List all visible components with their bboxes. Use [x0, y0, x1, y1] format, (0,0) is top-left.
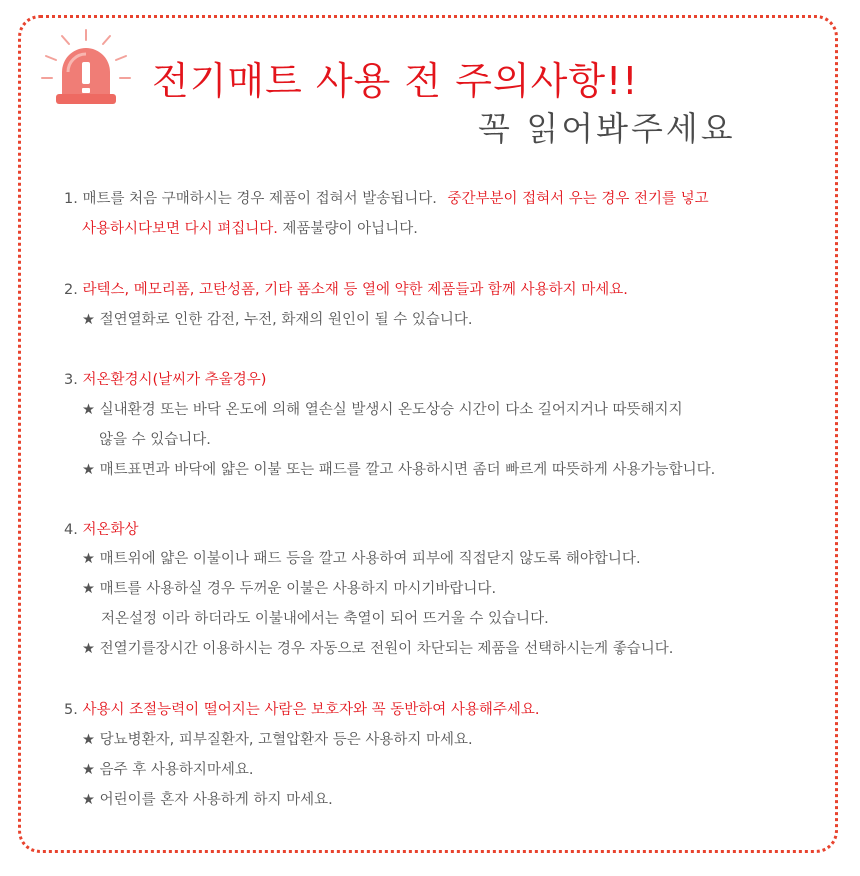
star-icon: ★ [82, 762, 95, 778]
star-icon: ★ [82, 792, 95, 808]
section-3-bullet-2-text: 매트표면과 바닥에 얇은 이불 또는 패드를 깔고 사용하시면 좀더 빠르게 따뜻하게 사용가능합니다. [99, 462, 716, 478]
section-1-text-d: 제품불량이 아닙니다. [282, 221, 418, 237]
section-5-bullet-3-text: 어린이를 혼자 사용하게 하지 마세요. [99, 792, 333, 808]
section-2-heading-text: 라텍스, 메모리폼, 고탄성폼, 기타 폼소재 등 열에 약한 제품들과 함께 사용하지 마세요. [82, 282, 628, 298]
star-icon: ★ [82, 581, 95, 597]
section-3-bullet-1 [82, 400, 683, 420]
star-icon: ★ [82, 402, 95, 418]
section-5-heading-text: 사용시 조절능력이 떨어지는 사람은 보호자와 꼭 동반하여 사용해주세요. [82, 702, 540, 718]
section-5-heading [64, 700, 540, 720]
section-4-heading-text: 저온화상 [82, 522, 139, 538]
section-3-number: 3. [64, 372, 78, 388]
section-1-text-a: 매트를 처음 구매하시는 경우 제품이 접혀서 발송됩니다. [82, 191, 437, 207]
section-5-bullet-3 [82, 790, 333, 810]
section-2-bullet-1-text: 절연열화로 인한 감전, 누전, 화재의 원인이 될 수 있습니다. [99, 312, 473, 328]
section-5-number: 5. [64, 702, 78, 718]
section-4-bullet-3-text: 전열기를장시간 이용하시는 경우 자동으로 전원이 차단되는 제품을 선택하시는게 좋습니다. [99, 641, 674, 657]
section-4-bullet-3 [82, 639, 673, 659]
section-4-bullet-2-continued: 저온설정 이라 하더라도 이불내에서는 축열이 되어 뜨거울 수 있습니다. [101, 611, 549, 627]
section-4-number: 4. [64, 522, 78, 538]
section-2-heading [64, 280, 628, 300]
section-1-text-c: 사용하시다보면 다시 펴집니다. [82, 221, 278, 237]
section-5-bullet-1-text: 당뇨병환자, 피부질환자, 고혈압환자 등은 사용하지 마세요. [99, 732, 473, 748]
star-icon: ★ [82, 732, 95, 748]
section-5-bullet-2 [82, 760, 254, 780]
section-1-line-2 [82, 219, 418, 239]
section-3-heading [64, 370, 266, 390]
section-4-bullet-1-text: 매트위에 얇은 이불이나 패드 등을 깔고 사용하여 피부에 직접닫지 않도록 해야합니다. [99, 551, 641, 567]
section-4-bullet-2-text: 매트를 사용하실 경우 두꺼운 이불은 사용하지 마시기바랍니다. [99, 581, 497, 597]
section-4-bullet-2 [82, 579, 496, 599]
section-2-bullet-1 [82, 310, 472, 330]
section-3-heading-text: 저온환경시(날씨가 추울경우) [82, 372, 267, 388]
page-title: 전기매트 사용 전 주의사항!! [152, 59, 639, 103]
section-4-bullet-1 [82, 549, 641, 569]
section-5-bullet-2-text: 음주 후 사용하지마세요. [99, 762, 254, 778]
section-4-heading [64, 520, 138, 540]
section-1-line-1 [64, 189, 709, 209]
section-3-bullet-2 [82, 460, 715, 480]
section-2-number: 2. [64, 282, 78, 298]
section-1-text-b: 중간부분이 접혀서 우는 경우 전기를 넣고 [447, 191, 709, 207]
section-3-bullet-1-continued: 않을 수 있습니다. [99, 432, 211, 448]
star-icon: ★ [82, 641, 95, 657]
star-icon: ★ [82, 551, 95, 567]
page-subtitle: 꼭 읽어봐주세요 [478, 109, 736, 148]
section-5-bullet-1 [82, 730, 473, 750]
section-1-number: 1. [64, 191, 78, 207]
star-icon: ★ [82, 312, 95, 328]
alarm-light-icon [38, 28, 134, 114]
section-3-bullet-1-text: 실내환경 또는 바닥 온도에 의해 열손실 발생시 온도상승 시간이 다소 길어지거나 따뜻해지지 [99, 402, 683, 418]
star-icon: ★ [82, 462, 95, 478]
